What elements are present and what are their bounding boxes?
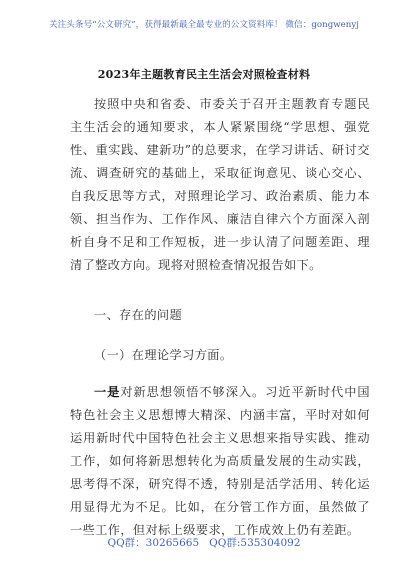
section-heading: 一、存在的问题 xyxy=(94,308,183,322)
qq-group-secondary: QQ群:535304092 xyxy=(209,537,301,549)
point-paragraph xyxy=(70,381,370,542)
point-lead-label: 一是 xyxy=(94,385,121,399)
document-title: 2023年主题教育民主生活会对照检查材料 xyxy=(97,68,311,81)
qq-group-footer xyxy=(0,535,408,550)
point-paragraph-text: 对新思想领悟不够深入。习近平新时代中国特色社会主义思想博大精深、内涵丰富，平时对如何运用新时代中国特色社会主义思想来指导实践、推动工作，如何将新思想转化为高质量发展的生动实践，思考得不深，研究得不透，特别是活学活用、转化运用显得尤为不足。比如，在分管工作方面，虽然做了一些工作，但对标上级要求，工作成效上仍有差距。 xyxy=(70,385,370,537)
intro-paragraph: 按照中央和省委、市委关于召开主题教育专题民主生活会的通知要求，本人紧紧围绕“学思想、强党性、重实践、建新功”的总要求，在学习讲话、研讨交流、调查研究的基础上，采取征询意见、谈心交心、自我反思等方式，对照理论学习、政治素质、能力本领、担当作为、工作作风、廉洁自律六个方面深入剖析自身不足和工作短板，进一步认清了问题差距、理清了整改方向。现将对照检查情况报告如下。 xyxy=(70,97,370,272)
qq-group-primary: QQ群：30265665 xyxy=(107,537,200,549)
promo-header-banner: 关注头条号“公文研究”，获得最新最全最专业的公文资料库！ 微信：gongwenyj xyxy=(49,20,359,30)
subsection-heading: （一）在理论学习方面。 xyxy=(94,348,233,362)
